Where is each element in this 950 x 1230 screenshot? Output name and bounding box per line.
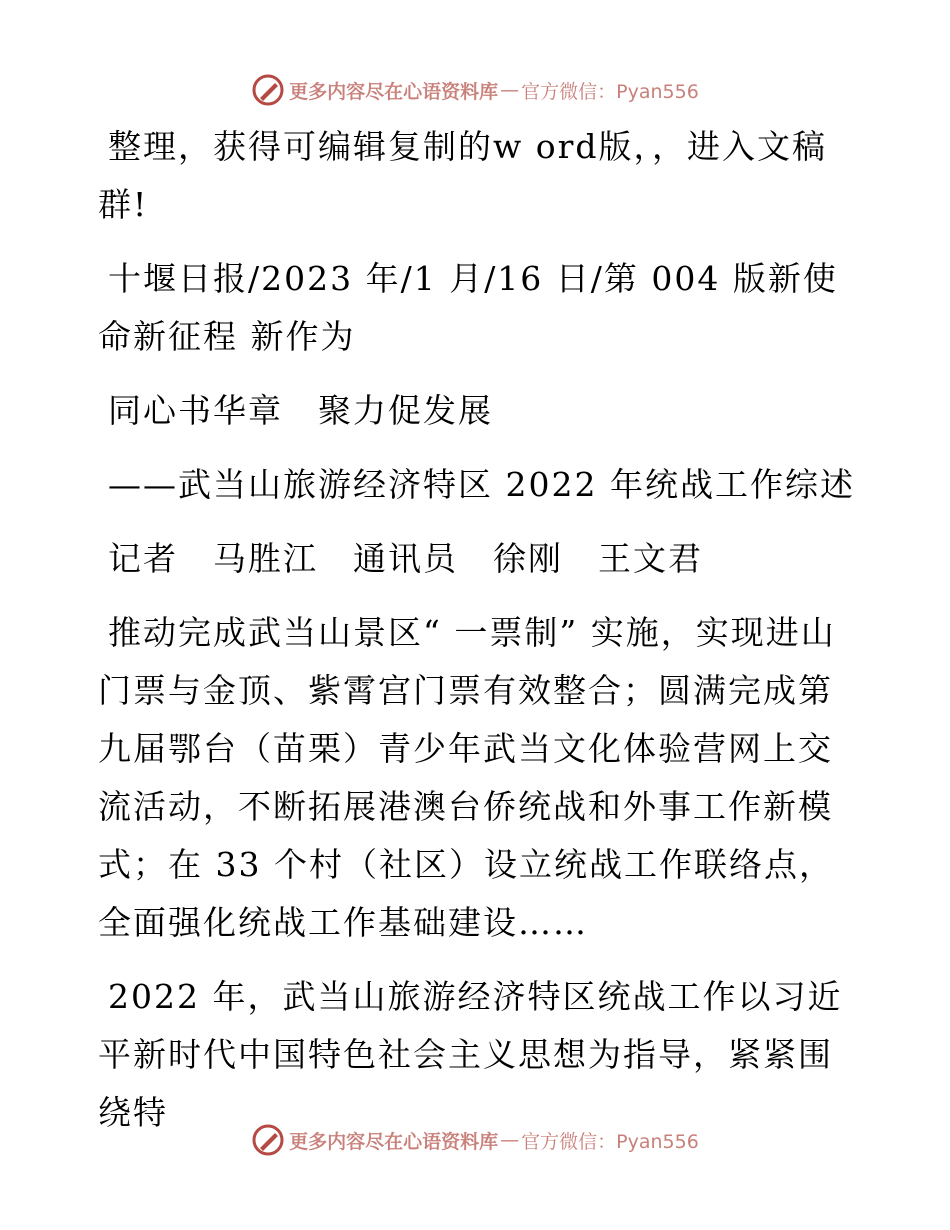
- article-byline: 记者 马胜江 通讯员 徐刚 王文君: [108, 539, 703, 578]
- paragraph-intro: 整理，获得可编辑复制的w ord版，，进入文稿群!: [98, 127, 828, 224]
- pen-seal-logo-icon: [251, 73, 285, 107]
- watermark-separator: —: [500, 79, 520, 101]
- watermark-text: 更多内容尽在心语资料库: [289, 80, 499, 103]
- paragraph-source: 十堰日报/2023 年/1 月/16 日/第 004 版新使命新征程 新作为: [98, 259, 838, 356]
- watermark-wechat: 官方微信：Pyan556: [521, 80, 699, 103]
- watermark-wechat: 官方微信：Pyan556: [521, 1130, 699, 1153]
- footer-watermark-banner: [0, 1120, 950, 1160]
- document-body: [98, 118, 858, 1158]
- article-title: 同心书华章 聚力促发展: [108, 391, 493, 430]
- watermark-separator: —: [500, 1129, 520, 1151]
- paragraph-lead: 推动完成武当山景区“ 一票制” 实施，实现进山门票与金顶、紫霄宫门票有效整合；圆满完成第九届鄂台（苗栗）青少年武当文化体验营网上交流活动，不断拓展港澳台侨统战和外事工作新模式；在 33 个村（社区）设立统战工作联络点，全面强化统战工作基础建设……: [98, 613, 836, 942]
- article-subtitle: ——武当山旅游经济特区 2022 年统战工作综述: [108, 465, 855, 504]
- pen-seal-logo-icon: [251, 1123, 285, 1157]
- paragraph-body: 2022 年，武当山旅游经济特区统战工作以习近平新时代中国特色社会主义思想为指导，紧紧围绕特: [98, 977, 843, 1132]
- watermark-text: 更多内容尽在心语资料库: [289, 1130, 499, 1153]
- header-watermark-banner: [0, 70, 950, 110]
